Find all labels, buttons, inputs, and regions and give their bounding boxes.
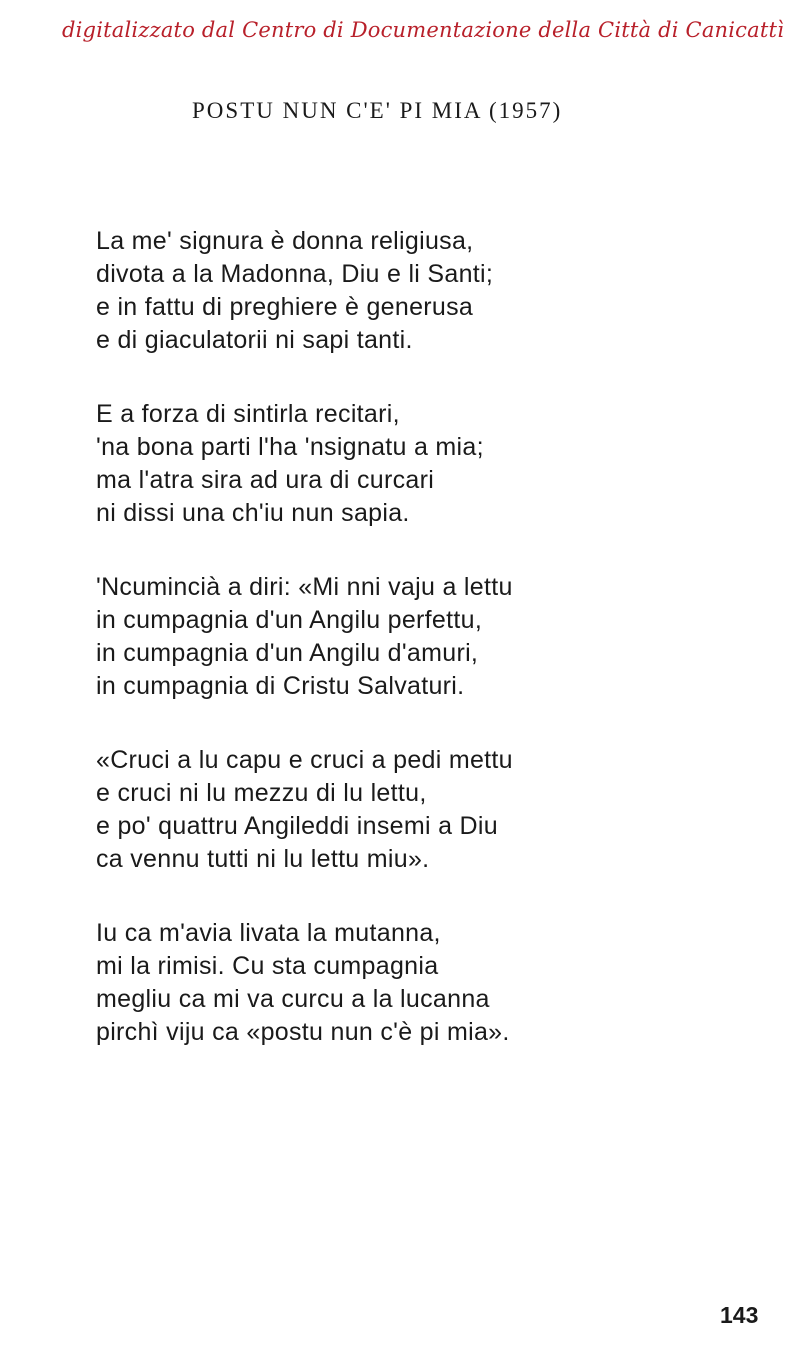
verse-line: megliu ca mi va curcu a la lucanna [96,985,490,1013]
verse-line: in cumpagnia di Cristu Salvaturi. [96,672,465,700]
verse-line: ma l'atra sira ad ura di curcari [96,466,435,494]
digitization-watermark: digitalizzato dal Centro di Documentazione della Città di Canicattì [62,18,785,42]
poem-title: POSTU NUN C'E' PI MIA (1957) [192,98,563,123]
verse-line: e po' quattru Angileddi insemi a Diu [96,812,498,840]
verse-line: e cruci ni lu mezzu di lu lettu, [96,779,427,807]
verse-line: pirchì viju ca «postu nun c'è pi mia». [96,1018,510,1046]
stanza [96,744,716,876]
verse-line: divota a la Madonna, Diu e li Santi; [96,260,494,288]
stanza [96,225,716,357]
stanza [96,917,716,1049]
verse-line: e di giaculatorii ni sapi tanti. [96,326,413,354]
verse-line: 'na bona parti l'ha 'nsignatu a mia; [96,433,484,461]
verse-line: Iu ca m'avia livata la mutanna, [96,919,441,947]
verse-line: e in fattu di preghiere è generusa [96,293,474,321]
verse-line: in cumpagnia d'un Angilu perfettu, [96,606,483,634]
verse-line: mi la rimisi. Cu sta cumpagnia [96,952,439,980]
poem-body [96,225,716,1090]
verse-line: ni dissi una ch'iu nun sapia. [96,499,410,527]
page-number: 143 [720,1302,759,1328]
verse-line: in cumpagnia d'un Angilu d'amuri, [96,639,479,667]
verse-line: La me' signura è donna religiusa, [96,227,474,255]
verse-line: 'Ncumincià a diri: «Mi nni vaju a lettu [96,573,513,601]
stanza [96,571,716,703]
verse-line: E a forza di sintirla recitari, [96,400,400,428]
verse-line: ca vennu tutti ni lu lettu miu». [96,845,430,873]
verse-line: «Cruci a lu capu e cruci a pedi mettu [96,746,513,774]
stanza [96,398,716,530]
